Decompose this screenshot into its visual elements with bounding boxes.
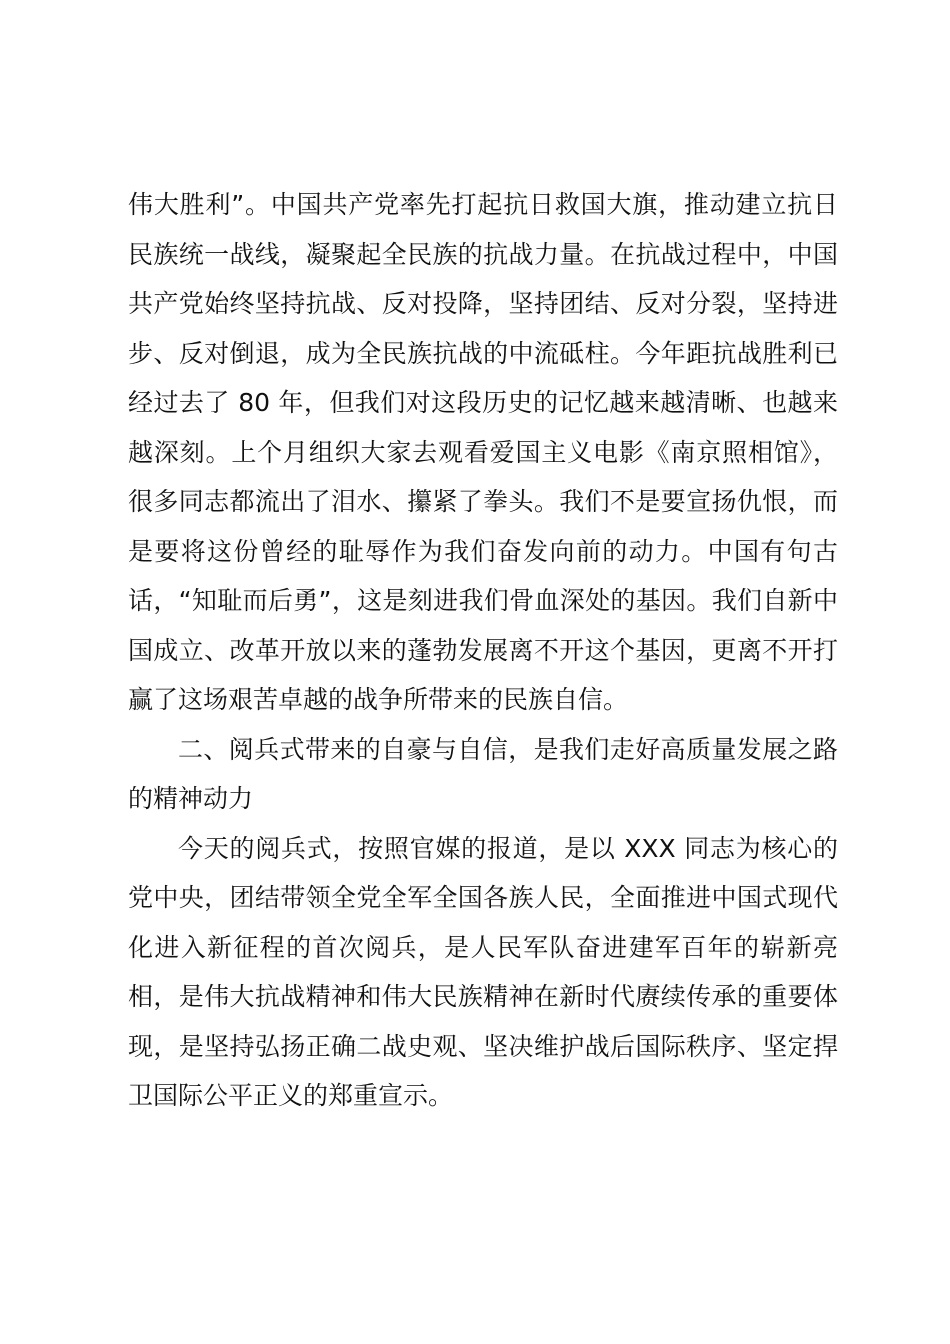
section-heading: 二、阅兵式带来的自豪与自信，是我们走好高质量发展之路的精神动力 xyxy=(128,734,838,813)
paragraph-continuation: 伟大胜利”。中国共产党率先打起抗日救国大旗，推动建立抗日民族统一战线，凝聚起全民族的抗战力量。在抗战过程中，中国共产党始终坚持抗战、反对投降，坚持团结、反对分裂，坚持进步、反对倒退，成为全民族抗战的中流砥柱。今年距抗战胜利已经过去了 80 年，但我们对这段历史的记忆越来越清晰、也越来越深刻。上个月组织大家去观看爱国主义电影《南京照相馆》，很多同志都流出了泪水、攥紧了拳头。我们不是要宣扬仇恨，而是要将这份曾经的耻辱作为我们奋发向前的动力。中国有句古话，“知耻而后勇”，这是刻进我们骨血深处的基因。我们自新中国成立、改革开放以来的蓬勃发展离不开这个基因，更离不开打赢了这场艰苦卓越的战争所带来的民族自信。 xyxy=(128,190,838,714)
paragraph-parade: 今天的阅兵式，按照官媒的报道，是以 XXX 同志为核心的党中央，团结带领全党全军全国各族人民，全面推进中国式现代化进入新征程的首次阅兵，是人民军队奋进建军百年的崭新亮相，是伟大抗战精神和伟大民族精神在新时代赓续传承的重要体现，是坚持弘扬正确二战史观、坚决维护战后国际秩序、坚定捍卫国际公平正义的郑重宣示。 xyxy=(128,833,838,1110)
document-body xyxy=(128,180,838,1121)
